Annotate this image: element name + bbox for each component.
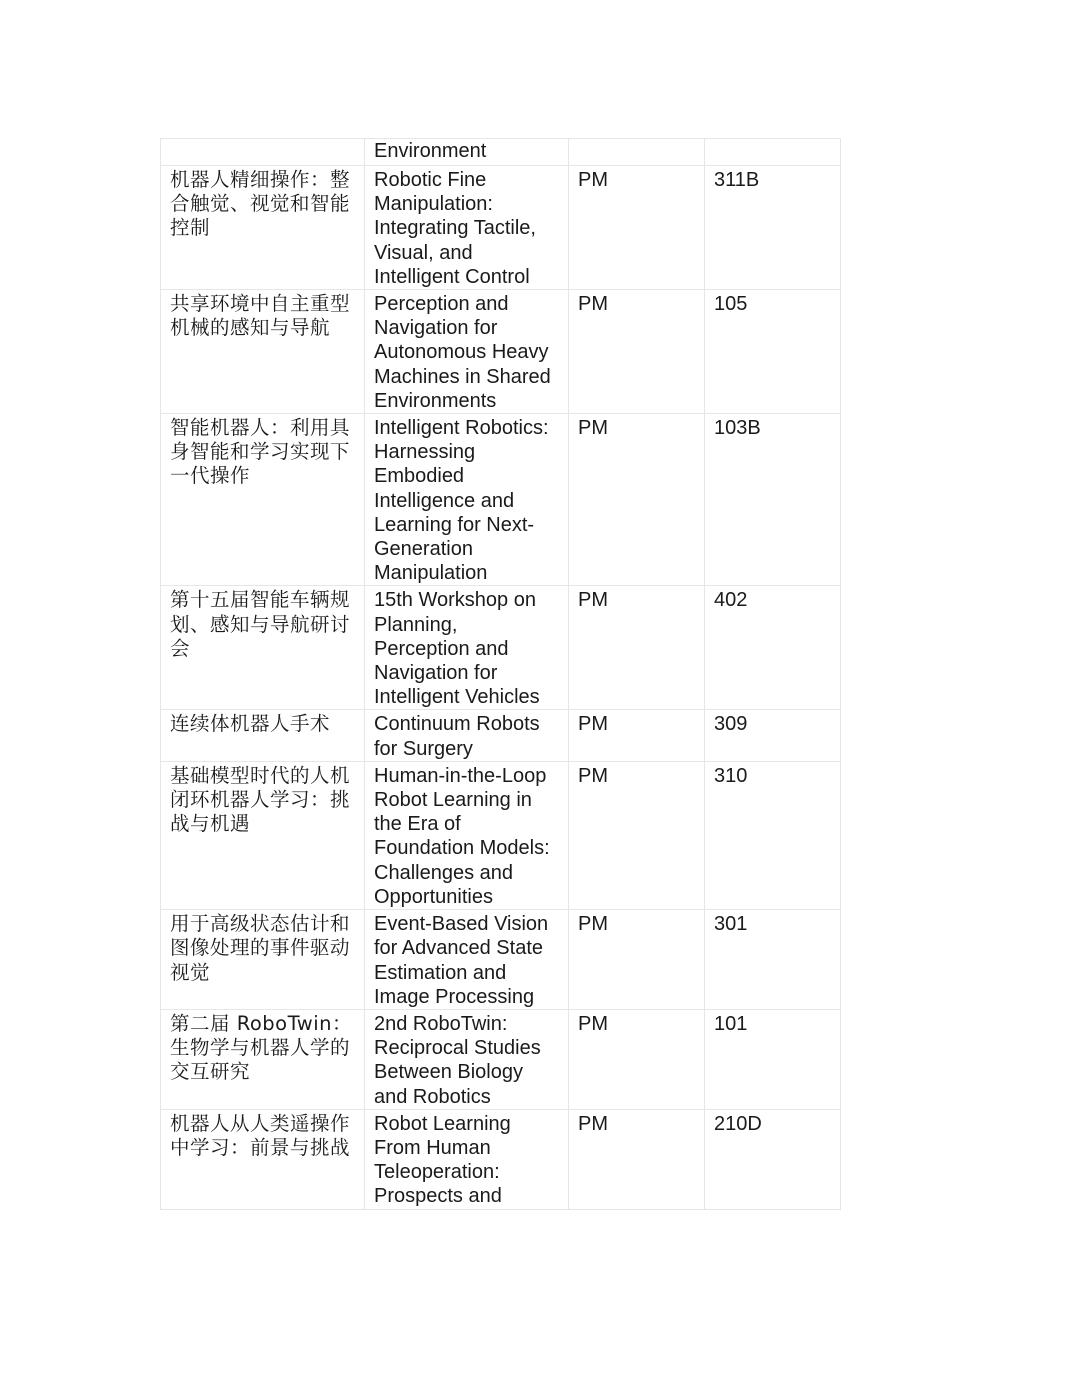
workshop-title-zh: 第十五届智能车辆规 划、感知与导航研讨 会 — [161, 586, 365, 710]
session-time: PM — [569, 910, 705, 1010]
workshop-title-zh: 连续体机器人手术 — [161, 710, 365, 761]
table-row — [161, 1109, 841, 1209]
table-row — [161, 910, 841, 1010]
table-row — [161, 1009, 841, 1109]
room-number: 210D — [705, 1109, 841, 1209]
session-time — [569, 139, 705, 166]
session-time: PM — [569, 166, 705, 290]
workshop-title-zh: 智能机器人：利用具 身智能和学习实现下 一代操作 — [161, 414, 365, 586]
room-number: 310 — [705, 761, 841, 909]
table-row — [161, 761, 841, 909]
workshop-title-en: Robotic Fine Manipulation: Integrating Tactile, Visual, and Intelligent Control — [365, 166, 569, 290]
workshop-title-en: Continuum Robots for Surgery — [365, 710, 569, 761]
table-row — [161, 586, 841, 710]
workshop-title-zh: 共享环境中自主重型 机械的感知与导航 — [161, 290, 365, 414]
workshop-title-en: Human-in-the-Loop Robot Learning in the Era of Foundation Models: Challenges and Opportunities — [365, 761, 569, 909]
workshop-title-en: Robot Learning From Human Teleoperation: Prospects and — [365, 1109, 569, 1209]
session-time: PM — [569, 1109, 705, 1209]
room-number: 402 — [705, 586, 841, 710]
workshop-title-en: 15th Workshop on Planning, Perception and Navigation for Intelligent Vehicles — [365, 586, 569, 710]
session-time: PM — [569, 586, 705, 710]
session-time: PM — [569, 710, 705, 761]
session-time: PM — [569, 414, 705, 586]
workshop-title-zh: 用于高级状态估计和 图像处理的事件驱动 视觉 — [161, 910, 365, 1010]
workshop-title-en: Event-Based Vision for Advanced State Estimation and Image Processing — [365, 910, 569, 1010]
table-row — [161, 166, 841, 290]
workshop-title-zh: 机器人从人类遥操作 中学习：前景与挑战 — [161, 1109, 365, 1209]
workshop-title-en: Intelligent Robotics: Harnessing Embodied Intelligence and Learning for Next- Generation Manipulation — [365, 414, 569, 586]
table-row — [161, 414, 841, 586]
session-time: PM — [569, 761, 705, 909]
table-row — [161, 290, 841, 414]
workshop-title-en: 2nd RoboTwin: Reciprocal Studies Between Biology and Robotics — [365, 1009, 569, 1109]
room-number — [705, 139, 841, 166]
session-time: PM — [569, 290, 705, 414]
table-row — [161, 710, 841, 761]
workshop-title-zh: 第二届 RoboTwin： 生物学与机器人学的 交互研究 — [161, 1009, 365, 1109]
room-number: 301 — [705, 910, 841, 1010]
room-number: 103B — [705, 414, 841, 586]
room-number: 101 — [705, 1009, 841, 1109]
session-time: PM — [569, 1009, 705, 1109]
workshop-schedule-table — [160, 138, 841, 1210]
room-number: 311B — [705, 166, 841, 290]
workshop-title-zh — [161, 139, 365, 166]
room-number: 105 — [705, 290, 841, 414]
table-row — [161, 139, 841, 166]
workshop-title-en: Environment — [365, 139, 569, 166]
workshop-title-zh: 机器人精细操作：整 合触觉、视觉和智能 控制 — [161, 166, 365, 290]
workshop-title-zh: 基础模型时代的人机 闭环机器人学习：挑 战与机遇 — [161, 761, 365, 909]
workshop-title-en: Perception and Navigation for Autonomous Heavy Machines in Shared Environments — [365, 290, 569, 414]
room-number: 309 — [705, 710, 841, 761]
